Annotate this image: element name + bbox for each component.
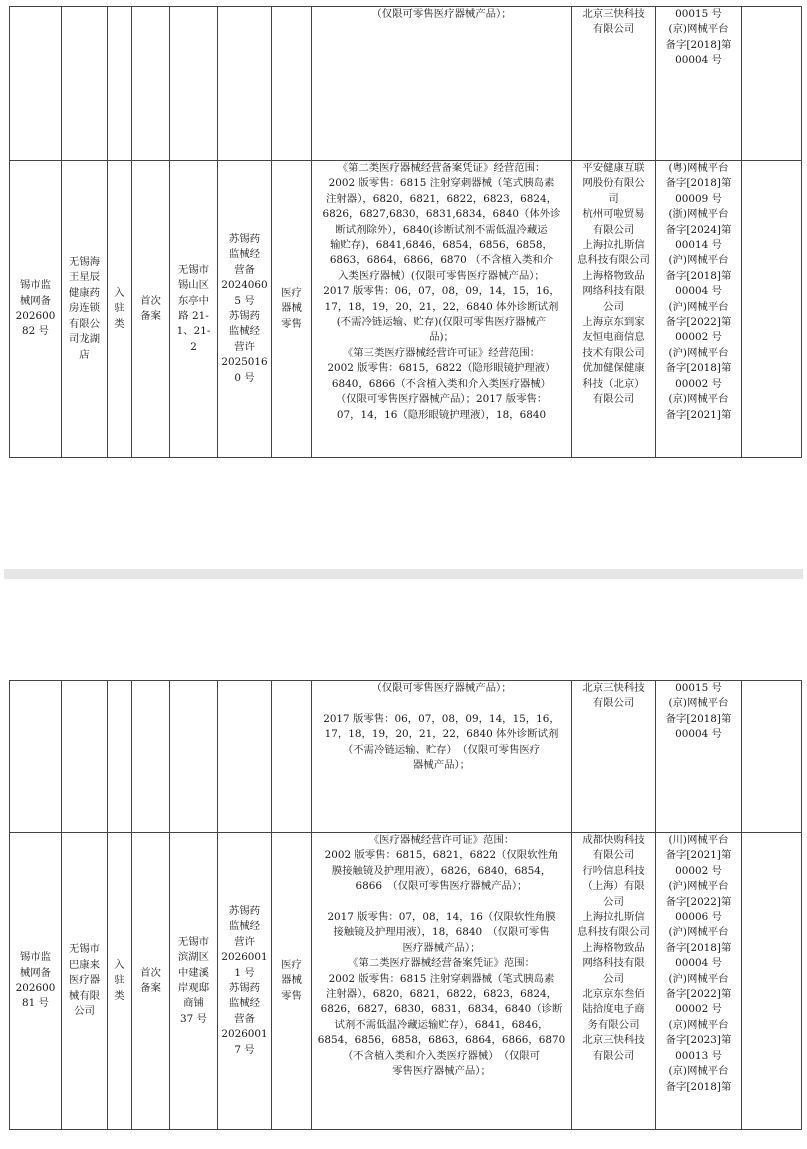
platform-line: 00014 号 [675, 239, 722, 252]
platform-line: 00002 号 [675, 864, 722, 877]
filing-type-cell [132, 833, 170, 1130]
scope-line: 断试剂除外），6840(诊断试剂不需低温冷藏运 [335, 223, 548, 236]
enterprise-name-line: 店 [79, 348, 90, 361]
address-line: 商铺 [183, 997, 204, 1010]
license-line: 2026001 [221, 1028, 268, 1041]
company-line: 有限公司 [592, 393, 635, 406]
license-line: 监械经 [228, 248, 261, 261]
record-no-line: 械网备 [19, 966, 52, 979]
company-line: 司 [608, 192, 619, 205]
page-2 [0, 579, 807, 1149]
record-no-cell [10, 833, 62, 1130]
type-line: 类 [114, 317, 125, 330]
scope-line: 2017 版零售：06，07，08，09，14，15，16， [323, 712, 560, 725]
enterprise-name-cell [62, 7, 108, 161]
platform-line: 备字[2018]第 [665, 1080, 732, 1093]
scope-line: 《第二类医疗器械经营备案凭证》范围： [347, 957, 536, 970]
scope-line: 品)； [429, 331, 454, 344]
address-line: 岸观邸 [177, 982, 210, 994]
license-line: 营许 [234, 340, 255, 353]
category-cell [272, 161, 312, 458]
filing-type-line: 备案 [140, 310, 161, 322]
platform-line: 00004 号 [675, 728, 722, 741]
scope-line: 零售医疗器械产品）； [392, 1065, 491, 1078]
record-no-line: 82 号 [22, 325, 49, 338]
scope-line: 膜接触镜及护理用液），6826，6840，6854， [331, 864, 552, 877]
address-line: 路 21- [178, 310, 209, 322]
enterprise-name-line: 健康药 [68, 286, 101, 299]
company-line: 务有限公司 [587, 1018, 640, 1031]
remark-cell [742, 681, 802, 833]
scope-line: 07，14，16（隐形眼镜护理液），18，6840 [336, 408, 547, 421]
company-line: 杭州可啦贸易 [582, 208, 645, 221]
scope-line: 《医疗器械经营许可证》范围： [368, 834, 515, 846]
platform-line: (京)网械平台 [668, 1065, 729, 1078]
license-line: 监械经 [228, 920, 261, 933]
page-1 [0, 0, 807, 470]
business-scope-cell [312, 161, 572, 458]
table-row [10, 7, 802, 161]
type-cell [108, 7, 132, 161]
company-line: 息科技有限公司 [577, 254, 650, 267]
platform-record-cell [656, 7, 742, 161]
platform-line: 备字[2018]第 [665, 712, 732, 725]
company-line: 有限公司 [592, 1049, 635, 1062]
license-line: 2025016 [221, 356, 268, 369]
platform-line: (浙)网械平台 [668, 208, 729, 221]
platform-line: (沪)网械平台 [668, 926, 729, 939]
enterprise-name-cell [62, 681, 108, 833]
address-cell [170, 681, 218, 833]
enterprise-name-line: 公司 [74, 1005, 95, 1018]
company-line: 有限公司 [592, 223, 635, 236]
record-no-cell [10, 161, 62, 458]
company-line: 北京三快科技 [582, 8, 645, 20]
filing-type-cell [132, 161, 170, 458]
license-line: 苏锡药 [228, 310, 261, 322]
scope-line: 试剂不需低温冷藏运输贮存），6841，6846， [334, 1018, 549, 1031]
company-line: 上海拉扎斯信 [582, 911, 645, 924]
license-line: 苏锡药 [228, 982, 261, 994]
platform-line: 备字[2018]第 [665, 362, 732, 375]
scope-line: 《第三类医疗器械经营许可证》经营范围： [342, 346, 541, 359]
remark-cell [742, 833, 802, 1130]
platform-company-cell [572, 833, 656, 1130]
remark-cell [742, 161, 802, 458]
platform-line: 00015 号 [675, 682, 722, 694]
company-line: 成都快购科技 [582, 834, 645, 846]
scope-line: （仅限可零售医疗器械产品）； [371, 8, 512, 20]
platform-line: 备字[2018]第 [665, 38, 732, 51]
platform-line: 00004 号 [675, 285, 722, 298]
license-line: 营备 [234, 1012, 255, 1025]
license-line: 7 号 [234, 1043, 255, 1056]
company-line: 北京三快科技 [582, 682, 645, 694]
company-line: 有限公司 [592, 849, 635, 862]
license-line: 苏锡药 [228, 232, 261, 245]
license-line: 2026001 [221, 951, 268, 964]
table-row [10, 681, 802, 833]
platform-line: 00013 号 [675, 1049, 722, 1062]
scope-line [314, 895, 569, 910]
platform-line: 00002 号 [675, 377, 722, 390]
scope-line: （仅限可零售医疗器械产品）； [371, 682, 512, 694]
license-line: 营备 [234, 263, 255, 276]
platform-line: 00002 号 [675, 1003, 722, 1016]
company-line: 平安健康互联 [582, 162, 645, 174]
platform-line: (沪)网械平台 [668, 300, 729, 313]
address-line: 滨湖区 [177, 951, 210, 964]
company-line: 公司 [603, 895, 624, 908]
type-line: 驻 [114, 302, 125, 315]
license-line: 0 号 [234, 371, 255, 384]
scope-line: （不需冷链运输、贮存） （仅限可零售医疗 [342, 743, 541, 756]
record-no-line: 202600 [15, 982, 56, 994]
type-line: 类 [114, 989, 125, 1002]
filing-type-line: 备案 [140, 982, 161, 994]
business-scope-cell [312, 681, 572, 833]
scope-line: 6840，6866（不含植入类和介入类医疗器械） [331, 377, 552, 390]
category-line: 医疗 [281, 286, 302, 299]
company-line: （上海）有限 [582, 880, 645, 893]
scope-line: （仅限可零售医疗器械产品）；2017 版零售： [335, 393, 548, 406]
filing-type-line: 首次 [140, 294, 161, 307]
type-line: 入 [114, 958, 125, 971]
scope-line [314, 696, 569, 711]
scope-line: 6826，6827，6830，6831，6834，6840（诊断 [320, 1003, 563, 1016]
record-table-page-1 [9, 6, 802, 458]
platform-record-cell [656, 833, 742, 1130]
address-line: 锡山区 [177, 279, 210, 292]
company-line: 网股份有限公 [582, 177, 645, 190]
enterprise-name-cell [62, 161, 108, 458]
platform-line: 备字[2018]第 [665, 177, 732, 190]
address-line: 37 号 [180, 1012, 207, 1025]
enterprise-name-line: 司龙湖 [68, 333, 101, 346]
company-line: 北京京东叁佰 [582, 988, 645, 1001]
company-line: 上海京东到家 [582, 316, 645, 329]
scope-line: 入类医疗器械）(仅限可零售医疗器械产品）； [338, 269, 545, 282]
company-line: 优加健保健康 [582, 362, 645, 375]
platform-line: (沪)网械平台 [668, 972, 729, 985]
license-cell [218, 7, 272, 161]
platform-company-cell [572, 7, 656, 161]
table-row [10, 833, 802, 1130]
company-line: 公司 [603, 972, 624, 985]
enterprise-name-line: 医疗器 [68, 974, 101, 987]
address-cell [170, 161, 218, 458]
scope-line: 器械产品）； [412, 759, 471, 772]
type-cell [108, 161, 132, 458]
category-cell [272, 681, 312, 833]
company-line: 陆拾度电子商 [582, 1003, 645, 1016]
platform-line: 备字[2023]第 [665, 1034, 732, 1047]
scope-line: 6826，6827,6830，6831,6834，6840（体外诊 [322, 208, 561, 221]
scope-line: (不需冷链运输、贮存)(仅限可零售医疗器械产 [336, 316, 547, 329]
category-line: 器械 [281, 974, 302, 987]
record-no-line: 锡市监 [19, 951, 52, 964]
enterprise-name-line: 王星辰 [68, 271, 101, 284]
filing-type-cell [132, 681, 170, 833]
enterprise-name-line: 无锡市 [68, 943, 101, 956]
company-line: 有限公司 [592, 697, 635, 710]
platform-line: (京)网械平台 [668, 1018, 729, 1031]
company-line: 行吟信息科技 [582, 864, 645, 877]
scope-line: 2002 版零售：6815，6822（隐形眼镜护理液） [327, 362, 556, 375]
company-line: 公司 [603, 300, 624, 313]
category-cell [272, 833, 312, 1130]
platform-line: (沪)网械平台 [668, 880, 729, 893]
category-cell [272, 7, 312, 161]
platform-line: (京)网械平台 [668, 393, 729, 406]
category-line: 零售 [281, 317, 302, 330]
platform-line: 备字[2022]第 [665, 988, 732, 1001]
license-line: 监械经 [228, 997, 261, 1010]
platform-line: 备字[2024]第 [665, 223, 732, 236]
scope-line: 2002 版零售：6815 注射穿刺器械（笔式胰岛素 [328, 972, 555, 985]
platform-line: 00004 号 [675, 957, 722, 970]
page-separator [4, 569, 803, 579]
platform-line: 00015 号 [675, 8, 722, 20]
company-line: 息科技有限公司 [577, 926, 650, 939]
address-cell [170, 833, 218, 1130]
platform-line: 00002 号 [675, 331, 722, 344]
platform-line: (沪)网械平台 [668, 254, 729, 267]
enterprise-name-line: 有限公 [68, 317, 101, 330]
record-no-line: 械网备 [19, 294, 52, 307]
platform-line: 00009 号 [675, 192, 722, 205]
company-line: 有限公司 [592, 23, 635, 36]
scope-line: 注射器），6820，6821，6822，6823，6824， [326, 988, 557, 1001]
scope-line: 6866 （仅限可零售医疗器械产品）； [355, 880, 528, 893]
company-line: 友恒电商信息 [582, 331, 645, 344]
license-line: 2024060 [221, 279, 268, 292]
license-line: 5 号 [234, 294, 255, 307]
platform-line: (沪)网械平台 [668, 346, 729, 359]
record-no-line: 81 号 [22, 997, 49, 1010]
business-scope-cell [312, 833, 572, 1130]
platform-line: 备字[2018]第 [665, 941, 732, 954]
company-line: 上海格物致品 [582, 941, 645, 954]
company-line: 网络科技有限 [582, 957, 645, 970]
record-no-line: 锡市监 [19, 279, 52, 292]
platform-line: 备字[2022]第 [665, 316, 732, 329]
address-line: 2 [190, 340, 197, 353]
license-cell [218, 681, 272, 833]
type-cell [108, 681, 132, 833]
platform-line: 备字[2018]第 [665, 269, 732, 282]
enterprise-name-line: 巴康来 [68, 958, 101, 971]
address-line: 中建溪 [177, 966, 210, 979]
enterprise-name-line: 房连锁 [68, 302, 101, 315]
license-line: 监械经 [228, 325, 261, 338]
filing-type-line: 首次 [140, 966, 161, 979]
scope-line: 17，18，19，20，21，22，6840 体外诊断试剂 [324, 728, 559, 741]
remark-cell [742, 7, 802, 161]
license-line: 1 号 [234, 966, 255, 979]
type-line: 入 [114, 286, 125, 299]
license-cell [218, 833, 272, 1130]
type-cell [108, 833, 132, 1130]
record-no-cell [10, 681, 62, 833]
scope-line: 6863，6864，6866，6870 （不含植入类和介 [329, 254, 554, 267]
scope-line: 医疗器械产品）； [402, 941, 481, 954]
license-line: 营许 [234, 935, 255, 948]
platform-record-cell [656, 161, 742, 458]
filing-type-cell [132, 7, 170, 161]
scope-line: 6854，6856，6858，6863，6864，6866，6870 [317, 1034, 566, 1047]
record-no-line: 202600 [15, 310, 56, 322]
type-line: 驻 [114, 974, 125, 987]
license-line: 苏锡药 [228, 904, 261, 917]
platform-record-cell [656, 681, 742, 833]
platform-company-cell [572, 681, 656, 833]
scope-line: 17，18，19，20，21，22，6840 体外诊断试剂 [324, 300, 559, 313]
platform-line: 备字[2022]第 [665, 895, 732, 908]
platform-line: (川)网械平台 [668, 834, 729, 846]
platform-line: 备字[2021]第 [665, 408, 732, 421]
platform-company-cell [572, 161, 656, 458]
scope-line: 2017 版零售：06，07，08，09，14，15，16， [323, 285, 560, 298]
table-row [10, 161, 802, 458]
platform-line: (京)网械平台 [668, 23, 729, 36]
company-line: 网络科技有限 [582, 285, 645, 298]
company-line: 上海拉扎斯信 [582, 239, 645, 252]
enterprise-name-cell [62, 833, 108, 1130]
company-line: 北京三快科技 [582, 1034, 645, 1047]
company-line: 技术有限公司 [582, 346, 645, 359]
record-table-page-2 [9, 680, 802, 1130]
scope-line: （不含植入类和介入类医疗器械） （仅限可 [342, 1049, 541, 1062]
company-line: 科技（北京） [582, 377, 645, 390]
scope-line: 接触镜及护理用液），18，6840 （仅限可零售 [333, 926, 550, 939]
scope-line: 注射器），6820，6821，6822，6823，6824， [326, 192, 557, 205]
address-line: 东亭中 [177, 294, 210, 307]
enterprise-name-line: 无锡海 [68, 256, 101, 269]
category-line: 医疗 [281, 958, 302, 971]
business-scope-cell [312, 7, 572, 161]
scope-line: 2017 版零售：07，08，14，16（仅限软性角膜 [327, 911, 556, 924]
record-no-cell [10, 7, 62, 161]
company-line: 上海格物致品 [582, 269, 645, 282]
address-line: 1、21- [176, 325, 211, 338]
enterprise-name-line: 械有限 [68, 989, 101, 1002]
category-line: 零售 [281, 989, 302, 1002]
scope-line: 《第二类医疗器械经营备案凭证》经营范围： [337, 162, 546, 174]
platform-line: (粤)网械平台 [668, 162, 729, 174]
address-cell [170, 7, 218, 161]
platform-line: 00004 号 [675, 54, 722, 67]
scope-line: 2002 版零售：6815，6821，6822（仅限软性角 [324, 849, 559, 862]
platform-line: (京)网械平台 [668, 697, 729, 710]
address-line: 无锡市 [177, 935, 210, 948]
address-line: 无锡市 [177, 263, 210, 276]
license-cell [218, 161, 272, 458]
category-line: 器械 [281, 302, 302, 315]
scope-line: 2002 版零售：6815 注射穿刺器械（笔式胰岛素 [328, 177, 555, 190]
platform-line: 备字[2021]第 [665, 849, 732, 862]
platform-line: 00006 号 [675, 911, 722, 924]
scope-line: 输贮存)，6841,6846，6854，6856，6858， [330, 239, 553, 252]
